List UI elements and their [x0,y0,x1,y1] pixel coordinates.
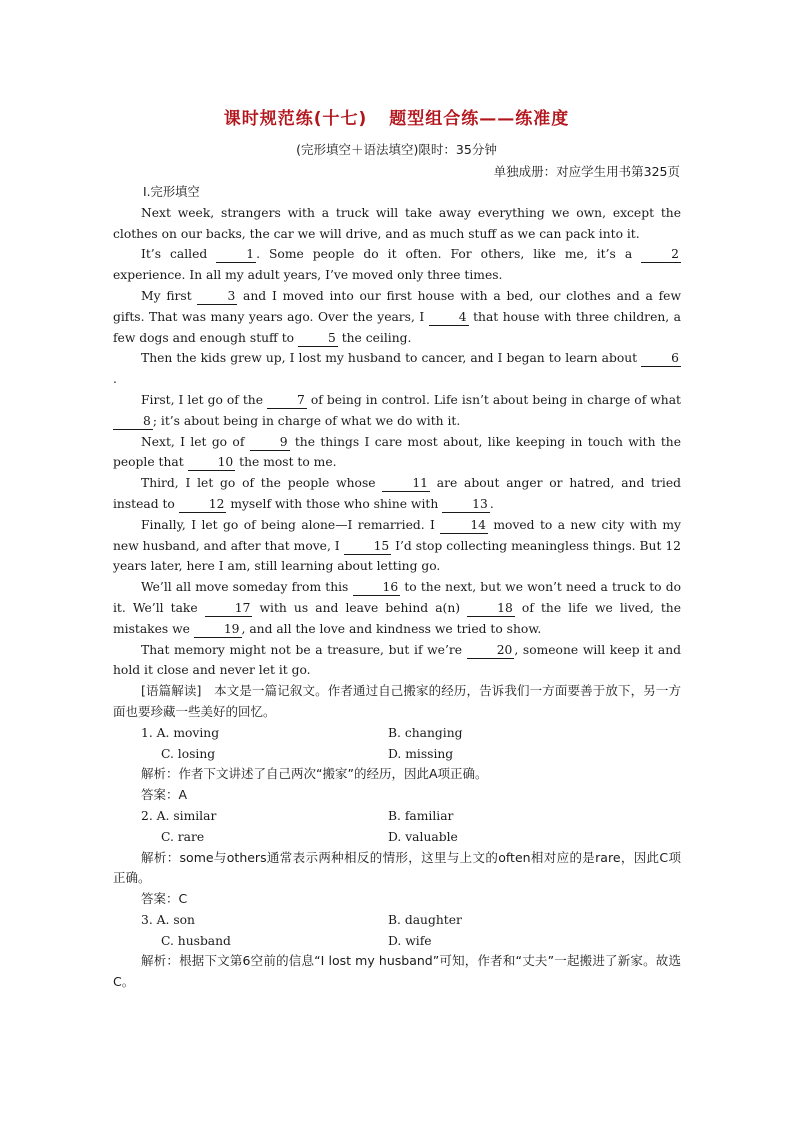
blank-15: 15 [344,539,392,555]
option-b: B. daughter [388,912,462,927]
passage-paragraph: Finally, I let go of being alone—I remarried. I 14 moved to a new city with my new husband, and after that move, I 15 I’d stop collecting meaningless things. But 12 years later, here I am, still learning about letting go. [113,517,681,574]
passage-paragraph: Next week, strangers with a truck will take away everything we own, except the clothes on our backs, the car we will drive, and as much stuff as we can pack into it. [113,205,681,241]
option-c: C. losing [161,746,216,761]
passage-paragraph: It’s called 1 . Some people do it often. For others, like me, it’s a 2 experience. In all my adult years, I’ve moved only three times. [113,247,679,283]
question-options-row [113,723,681,744]
blank-11: 11 [382,476,430,492]
passage-paragraph: My first 3 and I moved into our first house with a bed, our clothes and a few gifts. That was many years ago. Over the years, I 4 that house with three children, a few dogs and enough stuff to 5 the ceiling. [113,288,681,345]
option-d: D. missing [388,746,454,761]
question-explanation: 解析：some与others通常表示两种相反的情形，这里与上文的often相对应的是rare，因此C项正确。 [113,849,681,886]
title-part-2: 题型组合练——练准度 [389,109,570,129]
blank-7: 7 [267,393,307,409]
option-a: 3. A. son [141,912,195,927]
blank-6: 6 [641,351,681,367]
book-reference: 单独成册：对应学生用书第325页 [493,164,680,179]
question-options-row [113,827,681,848]
question-answer: 答案：C [141,891,188,907]
question-options-row [113,910,681,931]
blank-3: 3 [197,289,237,305]
blank-8: 8 [113,414,153,430]
option-c: C. husband [161,933,231,948]
blank-14: 14 [440,518,488,534]
passage-paragraph: That memory might not be a treasure, but if we’re 20 , someone will keep it and hold it close and never let it go. [113,642,681,678]
option-a: 2. A. similar [141,808,217,823]
section-heading: Ⅰ.完形填空 [143,185,200,199]
blank-9: 9 [250,435,290,451]
passage-paragraph: Next, I let go of 9 the things I care most about, like keeping in touch with the people that 10 the most to me. [113,434,681,470]
option-d: D. wife [388,933,432,948]
content-body [113,182,681,993]
blank-19: 19 [194,622,242,638]
option-b: B. changing [388,725,463,740]
blank-2: 2 [641,247,681,263]
blank-16: 16 [353,580,401,596]
blank-17: 17 [205,601,253,617]
option-c: C. rare [161,829,205,844]
question-options-row [113,931,681,952]
option-d: D. valuable [388,829,458,844]
question-options-row [113,806,681,827]
blank-4: 4 [429,310,469,326]
title-part-1: 课时规范练(十七) [223,109,368,129]
question-answer: 答案：A [141,787,188,803]
blank-20: 20 [467,643,515,659]
passage-paragraph: First, I let go of the 7 of being in control. Life isn’t about being in charge of what 8 ; it’s about being in charge of what we do with it. [113,390,681,432]
passage-paragraph: Then the kids grew up, I lost my husband to cancer, and I began to learn about 6. [113,351,679,387]
option-a: 1. A. moving [141,725,220,740]
question-options-row [113,744,681,765]
passage-analysis: [语篇解读] 本文是一篇记叙文。作者通过自己搬家的经历，告诉我们一方面要善于放下，另一方面也要珍藏一些美好的回忆。 [113,683,681,719]
question-explanation: 解析：根据下文第6空前的信息“I lost my husband”可知，作者和“丈夫”一起搬进了新家。故选C。 [113,953,681,990]
subtitle: (完形填空＋语法填空)限时：35分钟 [296,142,497,157]
question-explanation: 解析：作者下文讲述了自己两次“搬家”的经历，因此A项正确。 [141,766,488,782]
blank-5: 5 [298,331,338,347]
blank-10: 10 [188,455,236,471]
blank-12: 12 [179,497,227,513]
blank-18: 18 [467,601,515,617]
blank-1: 1 [216,247,256,263]
option-b: B. familiar [388,808,454,823]
passage-paragraph: Third, I let go of the people whose 11 are about anger or hatred, and tried instead to 12 myself with those who shine with 13 . [113,476,682,511]
page-title [0,104,793,129]
blank-13: 13 [442,497,490,513]
passage-paragraph: We’ll all move someday from this 16 to the next, but we won’t need a truck to do it. We’ll take 17 with us and leave behind a(n) 18 of the life we lived, the mistakes we 19 , and all the love and kindness we tried to show. [113,580,682,636]
